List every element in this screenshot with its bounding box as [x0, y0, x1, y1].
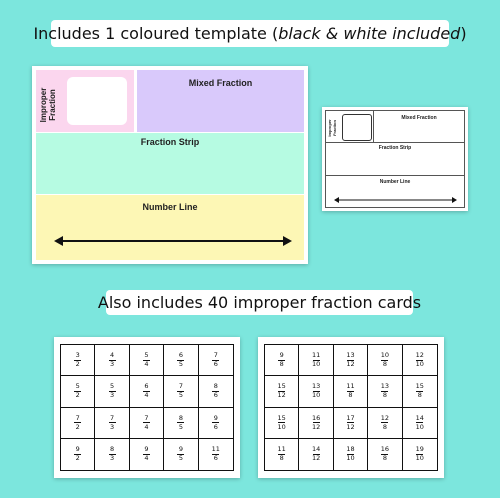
bw-improper-panel	[325, 110, 374, 143]
fraction-denominator: 8	[348, 391, 353, 400]
fraction-numerator: 4	[110, 351, 115, 360]
fraction-denominator: 10	[415, 422, 424, 431]
fraction-numerator: 7	[144, 413, 149, 422]
fraction-numerator: 17	[346, 413, 355, 422]
fraction-card	[368, 345, 402, 376]
fraction-card	[299, 439, 333, 470]
fraction-card	[403, 408, 437, 439]
fraction-numerator: 19	[415, 445, 424, 454]
fraction-numerator: 12	[380, 413, 390, 422]
fraction	[109, 352, 116, 368]
fraction-card	[265, 345, 299, 376]
fraction	[416, 383, 424, 399]
fraction-card	[130, 345, 164, 376]
fraction-denominator: 12	[346, 360, 355, 369]
fraction-numerator: 6	[178, 351, 183, 360]
fraction-numerator: 7	[75, 413, 80, 422]
fraction-denominator: 6	[213, 360, 218, 369]
fraction	[74, 352, 81, 368]
fraction-card	[299, 345, 333, 376]
fraction	[312, 352, 320, 368]
fraction-numerator: 3	[75, 351, 80, 360]
fraction	[381, 352, 389, 368]
fraction	[74, 415, 81, 431]
fraction-numerator: 5	[144, 351, 149, 360]
fraction-denominator: 8	[279, 360, 284, 369]
fraction-cards-grid-left	[60, 344, 234, 471]
improper-fraction-box	[67, 77, 127, 125]
fraction-card	[164, 345, 198, 376]
coloured-template	[32, 66, 308, 264]
fraction	[381, 383, 389, 399]
fraction-denominator: 12	[346, 422, 355, 431]
bw-template	[322, 107, 468, 211]
fraction-denominator: 5	[178, 454, 183, 463]
fraction	[346, 415, 354, 431]
fraction-card	[95, 376, 129, 407]
fraction-numerator: 9	[75, 445, 80, 454]
top-banner-italic: black & white included	[278, 24, 461, 43]
fraction-denominator: 3	[110, 422, 115, 431]
fraction-denominator: 10	[415, 360, 424, 369]
fraction-numerator: 9	[178, 445, 183, 454]
bw-line-label: Number Line	[379, 179, 411, 185]
fraction-numerator: 16	[311, 413, 321, 422]
fraction-card	[199, 345, 233, 376]
fraction-numerator: 7	[110, 413, 115, 422]
fraction-card	[334, 345, 368, 376]
fraction-denominator: 2	[75, 360, 80, 369]
improper-fraction-label: Improper Fraction	[39, 87, 57, 123]
fraction-card	[199, 408, 233, 439]
fraction	[278, 446, 286, 462]
fraction-denominator: 4	[144, 422, 149, 431]
fraction-denominator: 12	[311, 454, 321, 463]
fraction	[346, 383, 354, 399]
fraction	[143, 415, 150, 431]
fraction-denominator: 6	[213, 454, 218, 463]
fraction-numerator: 18	[346, 445, 355, 454]
fraction-numerator: 11	[277, 445, 286, 454]
fraction-card	[199, 439, 233, 470]
fraction	[109, 415, 116, 431]
fraction-cards-sheet-left	[54, 337, 240, 478]
number-line-panel	[36, 195, 304, 260]
bw-mixed-label: Mixed Fraction	[401, 115, 437, 121]
fraction-denominator: 2	[75, 391, 80, 400]
fraction-numerator: 11	[211, 445, 220, 454]
fraction	[212, 383, 219, 399]
fraction-numerator: 16	[380, 445, 390, 454]
fraction	[177, 352, 184, 368]
fraction-card	[164, 376, 198, 407]
fraction-denominator: 12	[311, 422, 321, 431]
bw-strip-label: Fraction Strip	[378, 145, 412, 151]
fraction-numerator: 13	[380, 382, 390, 391]
fraction-denominator: 5	[178, 422, 183, 431]
fraction	[278, 415, 286, 431]
fraction-numerator: 12	[415, 351, 424, 360]
fraction-card	[403, 439, 437, 470]
fraction-denominator: 2	[75, 454, 80, 463]
fraction	[381, 415, 389, 431]
fraction-denominator: 3	[110, 454, 115, 463]
fraction-denominator: 8	[382, 454, 387, 463]
fraction-card	[130, 408, 164, 439]
fraction	[416, 352, 424, 368]
fraction-numerator: 11	[346, 382, 355, 391]
fraction	[212, 352, 219, 368]
fraction-denominator: 2	[75, 422, 80, 431]
fraction-card	[368, 376, 402, 407]
fraction-numerator: 15	[277, 413, 286, 422]
fraction	[177, 383, 184, 399]
fraction-card	[265, 408, 299, 439]
bw-line-panel	[325, 175, 465, 208]
fraction-card	[403, 376, 437, 407]
bw-improper-box	[342, 114, 372, 141]
fraction-card	[368, 408, 402, 439]
fraction	[74, 383, 81, 399]
fraction-numerator: 9	[213, 413, 218, 422]
fraction	[143, 383, 150, 399]
bw-mixed-panel	[373, 110, 465, 143]
fraction-card	[265, 376, 299, 407]
fraction-card	[265, 439, 299, 470]
fraction-numerator: 8	[213, 382, 218, 391]
fraction-numerator: 8	[178, 413, 183, 422]
fraction-denominator: 8	[382, 391, 387, 400]
fraction-card	[61, 376, 95, 407]
fraction	[416, 415, 424, 431]
mixed-fraction-label: Mixed Fraction	[188, 78, 253, 88]
fraction-card	[61, 408, 95, 439]
fraction-card	[299, 376, 333, 407]
number-line-arrow	[36, 195, 304, 260]
improper-fraction-panel	[36, 70, 134, 132]
fraction	[74, 446, 81, 462]
fraction-denominator: 3	[110, 391, 115, 400]
fraction	[416, 446, 424, 462]
fraction	[312, 383, 320, 399]
fraction-denominator: 4	[144, 391, 149, 400]
fraction-card	[334, 376, 368, 407]
fraction-numerator: 15	[415, 382, 424, 391]
fraction-denominator: 3	[110, 360, 115, 369]
fraction-numerator: 8	[110, 445, 115, 454]
mixed-fraction-panel	[136, 70, 304, 132]
bw-improper-label: Improper Fraction	[327, 119, 337, 137]
fraction-card	[403, 345, 437, 376]
fraction-numerator: 9	[279, 351, 284, 360]
fraction-numerator: 5	[110, 382, 115, 391]
fraction-cards-grid-right	[264, 344, 438, 471]
fraction-denominator: 10	[311, 360, 321, 369]
fraction-numerator: 13	[311, 382, 321, 391]
fraction	[143, 446, 150, 462]
fraction-numerator: 5	[75, 382, 80, 391]
fraction-cards-sheet-right	[258, 337, 444, 478]
fraction-denominator: 6	[213, 391, 218, 400]
fraction	[212, 415, 219, 431]
bw-number-line-arrow	[326, 176, 466, 209]
fraction-numerator: 14	[311, 445, 321, 454]
number-line-label: Number Line	[142, 202, 198, 212]
fraction-card	[61, 439, 95, 470]
fraction	[278, 352, 285, 368]
fraction-numerator: 9	[144, 445, 149, 454]
fraction	[177, 446, 184, 462]
fraction-strip-panel	[36, 133, 304, 194]
fraction	[143, 352, 150, 368]
fraction	[109, 446, 116, 462]
fraction-card	[130, 439, 164, 470]
fraction	[109, 383, 116, 399]
bottom-banner	[97, 290, 422, 315]
fraction-denominator: 8	[279, 454, 284, 463]
fraction-card	[130, 376, 164, 407]
fraction-numerator: 10	[380, 351, 390, 360]
fraction-strip-label: Fraction Strip	[140, 137, 200, 147]
fraction-card	[334, 408, 368, 439]
fraction-numerator: 7	[213, 351, 218, 360]
fraction-denominator: 10	[277, 422, 286, 431]
top-banner-prefix: Includes 1 coloured template (	[33, 24, 279, 43]
top-banner	[33, 20, 467, 47]
fraction	[278, 383, 286, 399]
fraction-numerator: 13	[346, 351, 355, 360]
fraction-card	[164, 439, 198, 470]
fraction-denominator: 8	[417, 391, 422, 400]
fraction	[312, 446, 320, 462]
fraction-card	[334, 439, 368, 470]
fraction	[212, 446, 220, 462]
fraction-denominator: 10	[415, 454, 424, 463]
fraction-card	[368, 439, 402, 470]
bottom-banner-text: Also includes 40 improper fraction cards	[97, 293, 422, 312]
fraction-card	[95, 439, 129, 470]
fraction-card	[95, 408, 129, 439]
fraction-denominator: 4	[144, 360, 149, 369]
fraction-numerator: 15	[277, 382, 286, 391]
fraction-denominator: 5	[178, 360, 183, 369]
fraction-numerator: 11	[311, 351, 321, 360]
fraction	[381, 446, 389, 462]
fraction	[346, 352, 354, 368]
fraction-denominator: 6	[213, 422, 218, 431]
fraction-card	[164, 408, 198, 439]
fraction-numerator: 14	[415, 413, 424, 422]
fraction-numerator: 7	[178, 382, 183, 391]
fraction-denominator: 10	[346, 454, 355, 463]
fraction-denominator: 8	[382, 422, 387, 431]
fraction-card	[299, 408, 333, 439]
fraction-card	[61, 345, 95, 376]
fraction-denominator: 12	[277, 391, 286, 400]
fraction-denominator: 4	[144, 454, 149, 463]
fraction	[312, 415, 320, 431]
fraction	[346, 446, 354, 462]
fraction-denominator: 10	[311, 391, 321, 400]
fraction-denominator: 5	[178, 391, 183, 400]
fraction-numerator: 6	[144, 382, 149, 391]
fraction	[177, 415, 184, 431]
fraction-denominator: 8	[382, 360, 387, 369]
fraction-card	[95, 345, 129, 376]
fraction-card	[199, 376, 233, 407]
top-banner-suffix: )	[460, 24, 467, 43]
bw-strip-panel	[325, 142, 465, 176]
